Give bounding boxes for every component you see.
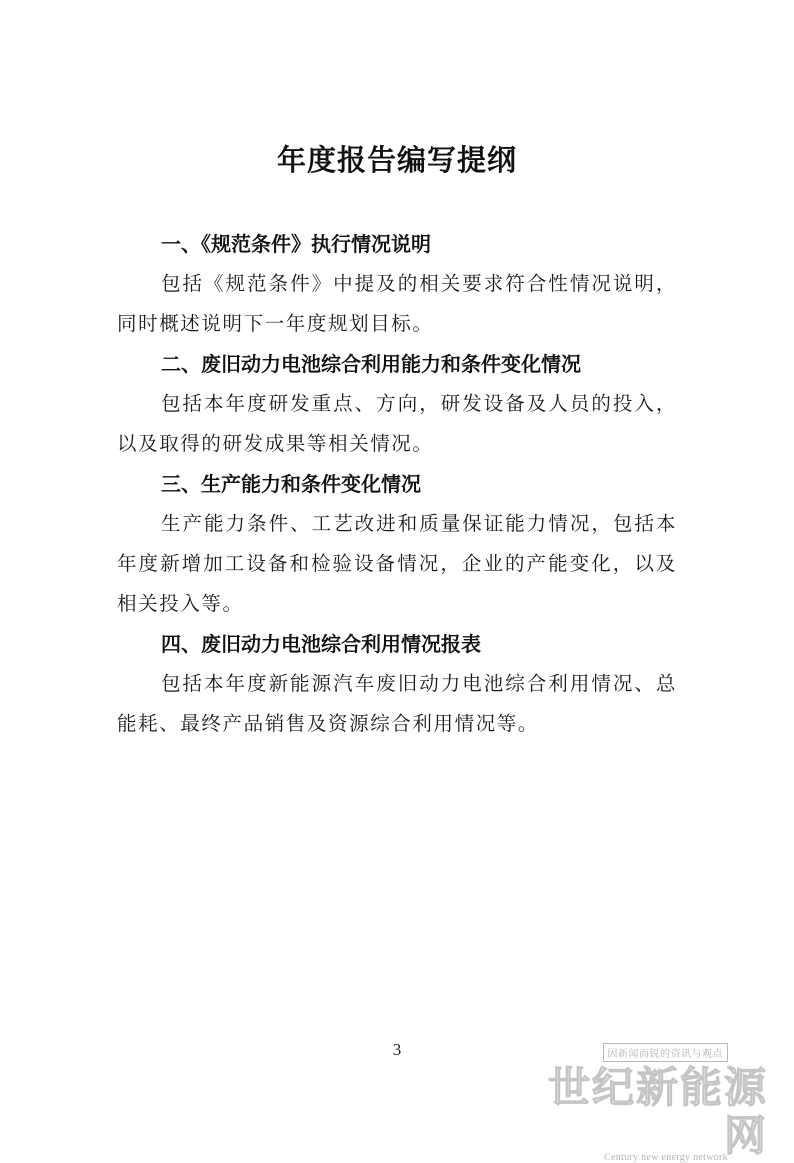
- section-paragraph-4: 包括本年度新能源汽车废旧动力电池综合利用情况、总能耗、最终产品销售及资源综合利用情况等。: [117, 672, 677, 735]
- section-paragraph-3: 生产能力条件、工艺改进和质量保证能力情况，包括本年度新增加工设备和检验设备情况，企业的产能变化，以及相关投入等。: [117, 512, 677, 615]
- section-paragraph-1: 包括《规范条件》中提及的相关要求符合性情况说明，同时概述说明下一年度规划目标。: [117, 272, 677, 335]
- watermark-subtitle: Century new energy network: [604, 1152, 728, 1163]
- section-heading-2: 二、废旧动力电池综合利用能力和条件变化情况: [161, 352, 581, 376]
- section-heading-4: 四、废旧动力电池综合利用情况报表: [161, 632, 481, 656]
- document-title: 年度报告编写提纲: [276, 143, 517, 177]
- watermark: [548, 1042, 768, 1163]
- watermark-logo: 世纪新能源网: [548, 1063, 769, 1160]
- watermark-tagline: 因新闻而锐的资讯与观点: [603, 1043, 729, 1062]
- page-number: 3: [392, 1040, 402, 1059]
- section-heading-1: 一、《规范条件》执行情况说明: [161, 232, 431, 256]
- document-body: [117, 224, 677, 744]
- section-heading-3: 三、生产能力和条件变化情况: [161, 472, 421, 496]
- section-paragraph-2: 包括本年度研发重点、方向，研发设备及人员的投入，以及取得的研发成果等相关情况。: [117, 392, 677, 455]
